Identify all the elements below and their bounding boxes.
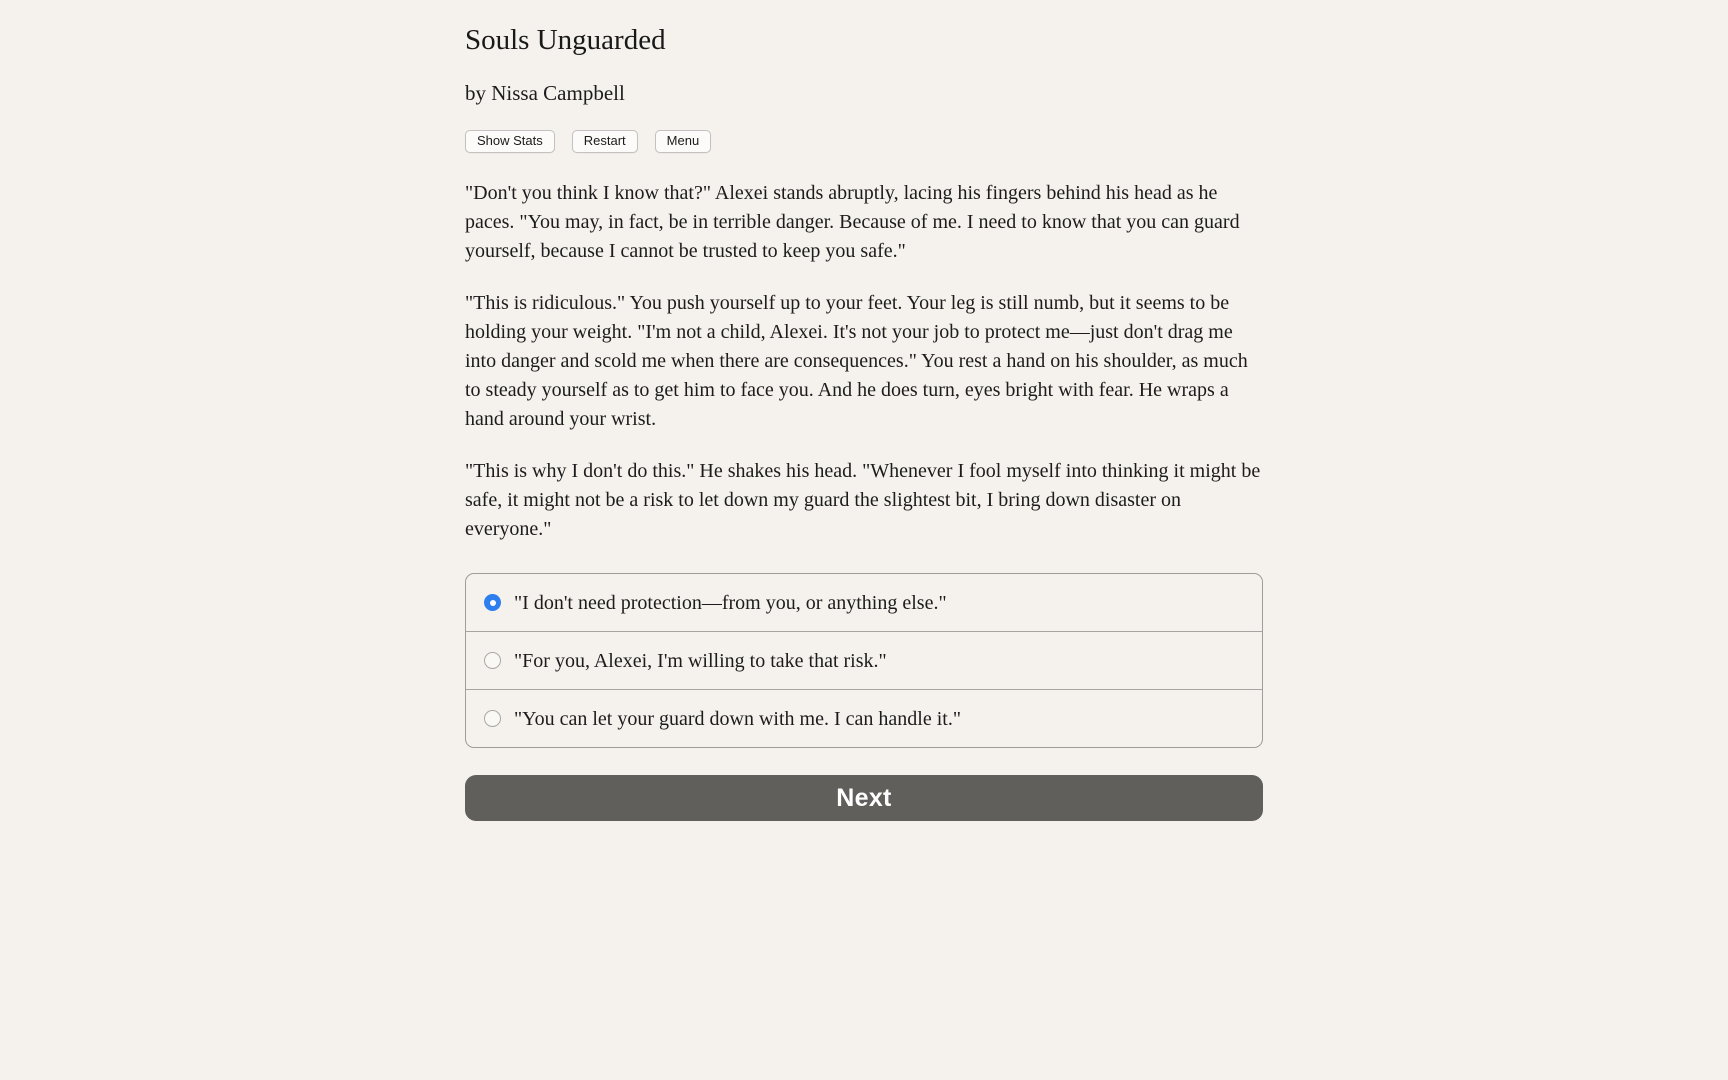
choice-option[interactable] xyxy=(466,632,1262,690)
menu-button[interactable]: Menu xyxy=(655,130,712,153)
show-stats-button[interactable]: Show Stats xyxy=(465,130,555,153)
author-byline: by Nissa Campbell xyxy=(465,81,625,105)
story-text xyxy=(465,179,1263,544)
choice-option[interactable] xyxy=(466,690,1262,747)
story-paragraph: "Don't you think I know that?" Alexei stands abruptly, lacing his fingers behind his head as he paces. "You may, in fact, be in terrible danger. Because of me. I need to know that you can guard yourself, because I cannot be trusted to keep you safe." xyxy=(465,182,1240,262)
story-paragraph: "This is ridiculous." You push yourself up to your feet. Your leg is still numb, but it seems to be holding your weight. "I'm not a child, Alexei. It's not your job to protect me—just don't drag me into danger and scold me when there are consequences." You rest a hand on his shoulder, as much to steady yourself as to get him to face you. And he does turn, eyes bright with fear. He wraps a hand around your wrist. xyxy=(465,292,1248,430)
story-page xyxy=(465,0,1263,821)
choice-option-label: "I don't need protection—from you, or anything else." xyxy=(514,591,947,614)
choice-list xyxy=(465,573,1263,748)
next-button[interactable]: Next xyxy=(465,775,1263,821)
page-title: Souls Unguarded xyxy=(465,24,666,56)
choice-option[interactable] xyxy=(466,574,1262,632)
story-paragraph: "This is why I don't do this." He shakes his head. "Whenever I fool myself into thinking it might be safe, it might not be a risk to let down my guard the slightest bit, I bring down disaster on everyone." xyxy=(465,460,1261,540)
radio-button-icon[interactable] xyxy=(484,594,501,611)
radio-button-icon[interactable] xyxy=(484,652,501,669)
radio-button-icon[interactable] xyxy=(484,710,501,727)
choice-option-label: "For you, Alexei, I'm willing to take that risk." xyxy=(514,649,887,672)
restart-button[interactable]: Restart xyxy=(572,130,638,153)
toolbar xyxy=(465,130,1263,153)
choice-option-label: "You can let your guard down with me. I can handle it." xyxy=(514,707,961,730)
